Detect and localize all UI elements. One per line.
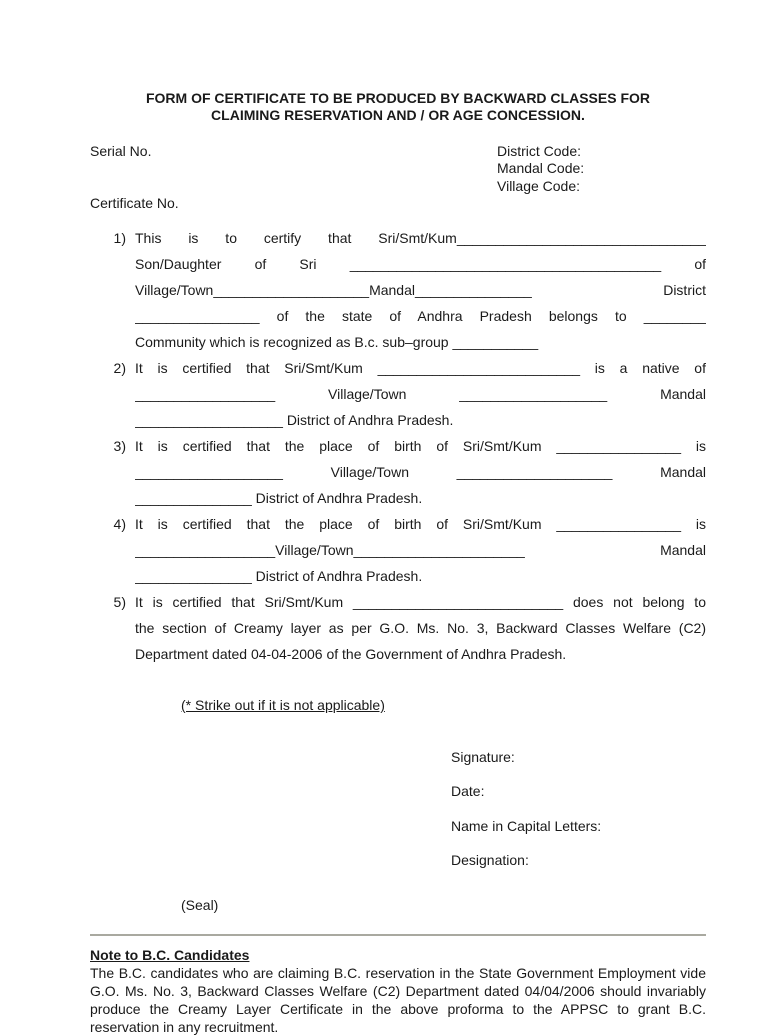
certificate-no-label: Certificate No. — [90, 195, 179, 211]
item-line: It is certified that Sri/Smt/Kum ___________________________ does not belong to — [135, 594, 706, 610]
item-line: ___________________ District of Andhra Pradesh. — [135, 412, 454, 428]
item-line: Community which is recognized as B.c. sub–group ___________ — [135, 334, 539, 350]
item-number: 2) — [113, 360, 126, 376]
serial-no-label: Serial No. — [90, 143, 152, 159]
mandal-code-label: Mandal Code: — [497, 160, 585, 176]
seal-label: (Seal) — [181, 897, 219, 913]
designation-label: Designation: — [451, 852, 529, 868]
note-body: The B.C. candidates who are claiming B.C. reservation in the State Government Employment vide G.O. Ms. No. 3, Backward Classes Welfare (C2) Department dated 04/04/2006 should invariably produce the Creamy Layer Certificate in the above proforma to the APPSC to grant B.C. reservation in any recruitment. — [90, 965, 706, 1035]
village-code-label: Village Code: — [497, 178, 581, 194]
item-line: It is certified that the place of birth of Sri/Smt/Kum ________________ is — [135, 516, 706, 532]
divider — [90, 934, 706, 936]
item-line: Son/Daughter of Sri ________________________________________ of — [135, 256, 706, 272]
item-line: This is to certify that Sri/Smt/Kum________________________________ — [135, 230, 706, 246]
form-title-line-2: CLAIMING RESERVATION AND / OR AGE CONCESSION. — [211, 107, 585, 123]
item-line: _______________ District of Andhra Pradesh. — [135, 490, 423, 506]
form-title-line-1: FORM OF CERTIFICATE TO BE PRODUCED BY BACKWARD CLASSES FOR — [145, 90, 650, 106]
district-code-label: District Code: — [497, 143, 582, 159]
item-line: __________________ Village/Town ___________________ Mandal — [135, 386, 706, 402]
form-title — [90, 90, 706, 124]
item-line: the section of Creamy layer as per G.O. Ms. No. 3, Backward Classes Welfare (C2) — [135, 620, 706, 636]
item-line: Village/Town____________________Mandal_______________ District — [135, 282, 706, 298]
date-label: Date: — [451, 783, 485, 799]
item-line: ________________ of the state of Andhra Pradesh belongs to ________ — [135, 308, 706, 324]
item-number: 5) — [113, 594, 126, 610]
item-line: It is certified that Sri/Smt/Kum __________________________ is a native of — [135, 360, 706, 376]
item-line: _______________ District of Andhra Pradesh. — [135, 568, 423, 584]
item-line: It is certified that the place of birth of Sri/Smt/Kum ________________ is — [135, 438, 706, 454]
item-line: Department dated 04-04-2006 of the Government of Andhra Pradesh. — [135, 646, 567, 662]
name-capital-label: Name in Capital Letters: — [451, 818, 602, 834]
strike-out-note: (* Strike out if it is not applicable) — [181, 697, 385, 713]
item-line: ___________________ Village/Town ____________________ Mandal — [135, 464, 706, 480]
item-number: 3) — [113, 438, 126, 454]
item-number: 4) — [113, 516, 126, 532]
signature-label: Signature: — [451, 749, 515, 765]
note-heading: Note to B.C. Candidates — [90, 947, 250, 963]
item-line: __________________Village/Town______________________ Mandal — [135, 542, 706, 558]
item-number: 1) — [113, 230, 126, 246]
